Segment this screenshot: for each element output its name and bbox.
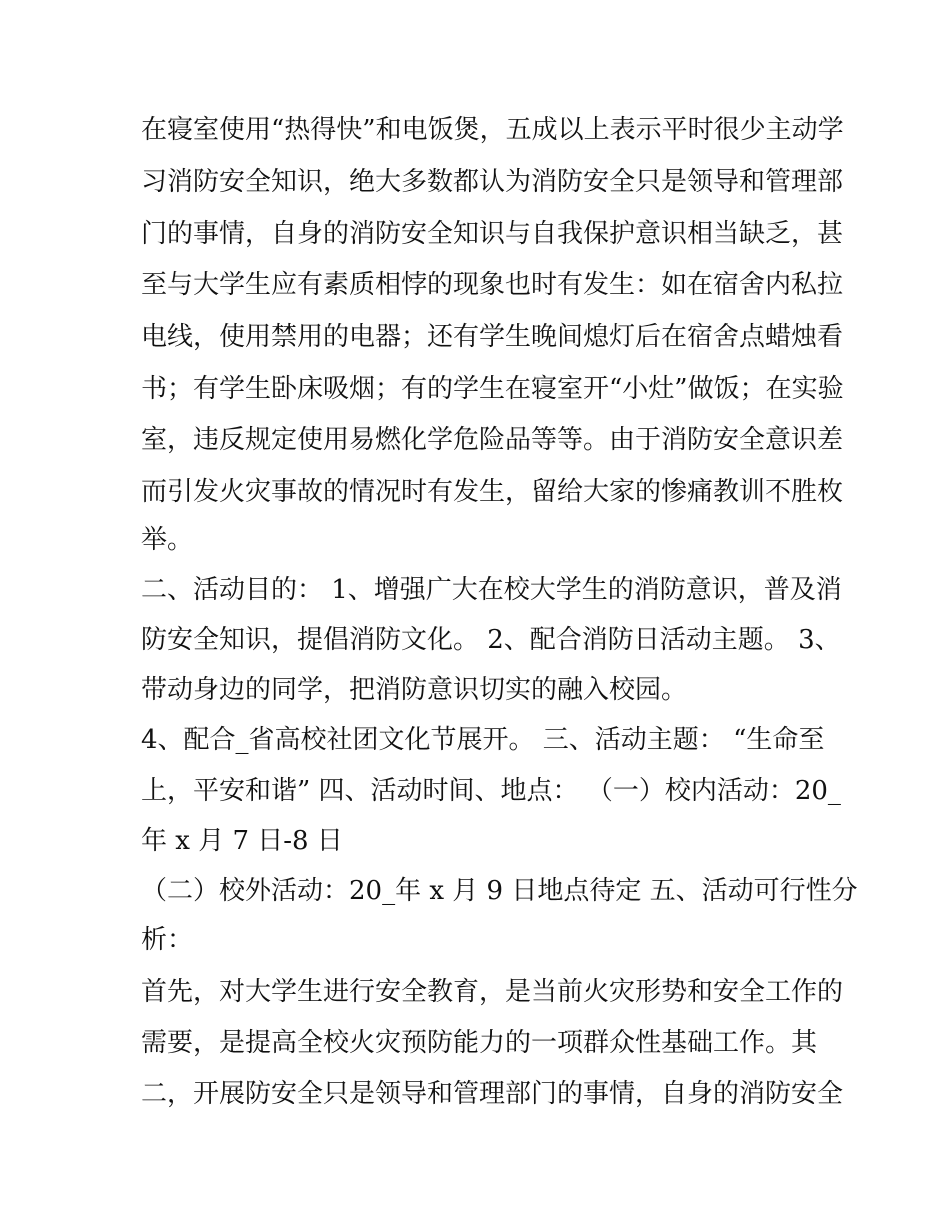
text-line: 年 x 月 7 日-8 日 <box>141 826 343 856</box>
text-line: 防安全知识，提倡消防文化。 2、配合消防日活动主题。 3、 <box>141 625 841 655</box>
text-line: 在寝室使用“热得快”和电饭煲，五成以上表示平时很少主动学 <box>141 115 844 145</box>
text-line: 带动身边的同学，把消防意识切实的融入校园。 <box>141 675 688 705</box>
text-line: 首先，对大学生进行安全教育，是当前火灾形势和安全工作的 <box>141 977 844 1007</box>
text-line: 而引发火灾事故的情况时有发生，留给大家的惨痛教训不胜枚 <box>141 477 844 507</box>
text-line: 书；有学生卧床吸烟；有的学生在寝室开“小灶”做饭；在实验 <box>141 374 844 404</box>
text-line: 二、活动目的： 1、增强广大在校大学生的消防意识，普及消 <box>141 575 842 605</box>
text-line: 需要，是提高全校火灾预防能力的一项群众性基础工作。其 <box>141 1028 818 1058</box>
text-line: 二，开展防安全只是领导和管理部门的事情，自身的消防安全 <box>141 1079 844 1109</box>
text-line: 举。 <box>141 525 194 555</box>
text-line: 析： <box>141 925 194 955</box>
text-line: （二）校外活动：20_年 x 月 9 日地点待定 五、活动可行性分 <box>141 876 858 906</box>
text-line: 电线，使用禁用的电器；还有学生晚间熄灯后在宿舍点蜡烛看 <box>141 322 844 352</box>
text-line: 至与大学生应有素质相悖的现象也时有发生：如在宿舍内私拉 <box>141 270 844 300</box>
text-line: 室，违反规定使用易燃化学危险品等等。由于消防安全意识差 <box>141 425 844 455</box>
text-line: 习消防安全知识，绝大多数都认为消防安全只是领导和管理部 <box>141 167 844 197</box>
text-line: 上，平安和谐” 四、活动时间、地点： （一）校内活动：20_ <box>141 776 841 806</box>
text-line: 门的事情，自身的消防安全知识与自我保护意识相当缺乏，甚 <box>141 219 844 249</box>
text-line: 4、配合_省高校社团文化节展开。 三、活动主题： “生命至 <box>141 725 825 755</box>
